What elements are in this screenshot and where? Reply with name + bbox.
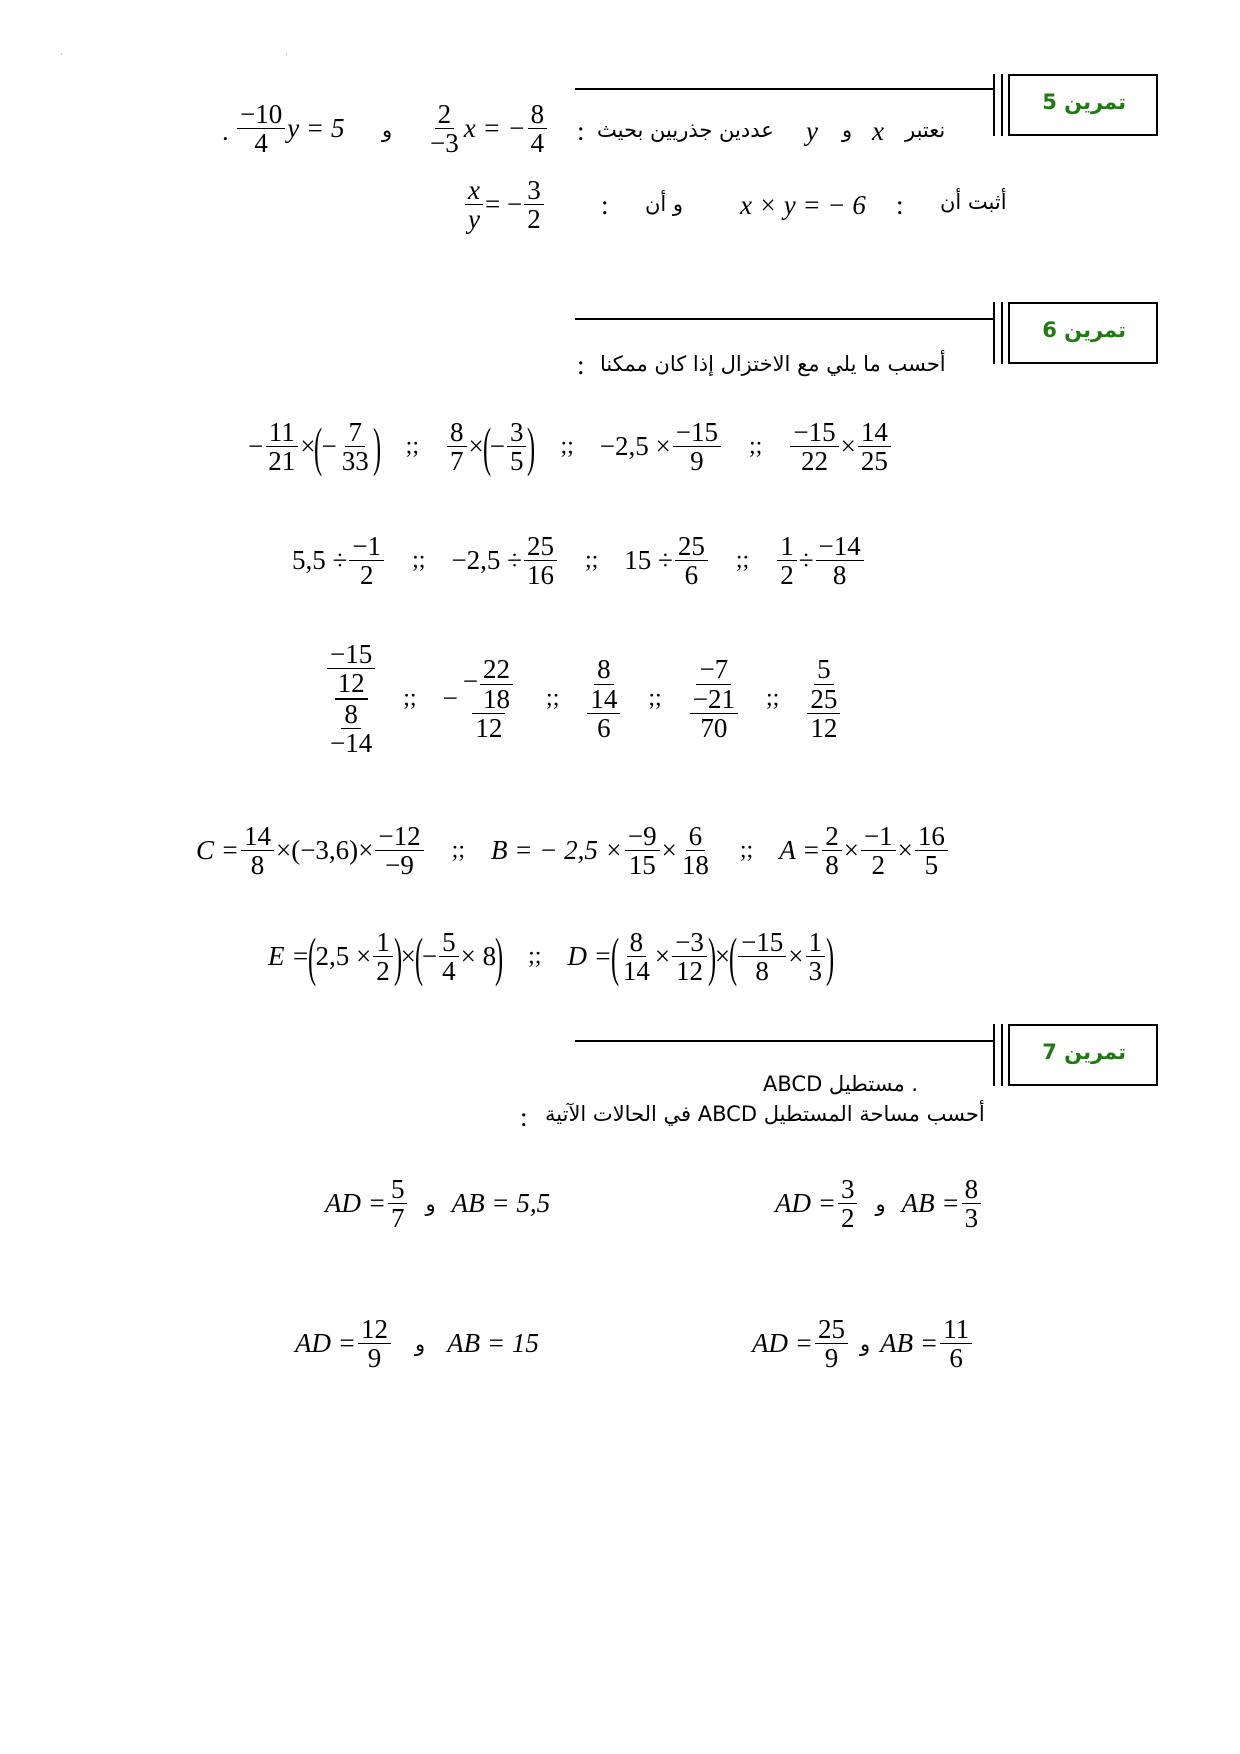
ex7-case-1: AD = $\frac{3}{2}$ و AB = $\frac{8}{3}$ xyxy=(775,1175,983,1233)
expr-E: E = xyxy=(268,941,310,972)
exercise-6-title: تمرين 6 xyxy=(1042,318,1126,342)
exercise-6-title-box xyxy=(1008,302,1158,364)
ex5-prove: أثبت أن xyxy=(940,190,1007,214)
ex6-row-1: − $\frac{11}{21}$ × ( − $\frac{7}{33}$ ) ;; $\frac{8}{7}$ × ( − $\frac{3}{5}$ ) ;; −2,5 × $\frac{-15}{9}$ ;; $\frac{-15}{22}$ × $\frac{14}{25}$ xyxy=(248,418,893,476)
ex5-consider-text: نعتبر xyxy=(905,118,946,142)
ex7-colon: : xyxy=(520,1102,528,1132)
ex6-row-4: C = $\frac{14}{8}$ × (−3,6) × $\frac{-12}{-9}$ ;; B = − 2,5 × $\frac{-9}{15}$ × $\frac{6}{18}$ ;; A = $\frac{2}{8}$ × $\frac{-1}{2}$ × $\frac{16}{5}$ xyxy=(196,822,950,880)
exercise-header-line xyxy=(575,318,995,320)
exercise-header-bar xyxy=(1001,74,1003,136)
stray-mark: · xyxy=(60,50,63,59)
ex7-line-1: ABCD مستطيل . xyxy=(763,1072,919,1096)
ex6-colon: : xyxy=(577,350,585,380)
ex5-colon-2: : xyxy=(896,190,904,220)
exercise-7-title-box xyxy=(1008,1024,1158,1086)
exercise-5-title-box xyxy=(1008,74,1158,136)
exercise-header-line xyxy=(575,1040,995,1042)
ex5-colon: : xyxy=(577,116,585,146)
ex5-var-x: x xyxy=(872,116,884,146)
ex6-instruction: أحسب ما يلي مع الاختزال إذا كان ممكنا xyxy=(600,352,946,376)
ex5-equation-2: −10 4 y = 5 xyxy=(235,100,344,158)
ex6-row-2: 5,5 ÷ $\frac{-1}{2}$ ;; −2,5 ÷ $\frac{25}{16}$ ;; 15 ÷ $\frac{25}{6}$ ;; $\frac{1}{2}$ ÷ $\frac{-14}{8}$ xyxy=(292,532,866,590)
expr-B: B = − 2,5 × xyxy=(491,835,623,866)
exercise-header-bar xyxy=(993,1024,995,1086)
ex7-case-4: AD = $\frac{12}{9}$ و AB = 15 xyxy=(295,1314,539,1374)
expr-C: C = xyxy=(196,835,239,866)
exercise-7-title: تمرين 7 xyxy=(1042,1040,1126,1064)
ex5-product: x × y = − 6 xyxy=(740,190,866,220)
exercise-5-title: تمرين 5 xyxy=(1042,90,1126,114)
ex7-case-3: AD = $\frac{25}{9}$ و AB = $\frac{11}{6}$ xyxy=(752,1315,974,1373)
expr-D: D = xyxy=(567,941,612,972)
ex5-such-that: عددين جذريين بحيث xyxy=(597,118,774,142)
ex5-equation-1: 2 −3 x = − $\frac{8}{4}$ xyxy=(425,100,549,158)
ex5-and-2: و xyxy=(382,118,393,142)
ex6-row-5: E = ( 2,5 × $\frac{1}{2}$ ) × ( − $\frac{5}{4}$ × 8 ) ;; D = ( $\frac{8}{14}$ × $\frac{-3}{12}$ ) × ( $\frac{-15}{8}$ × $\frac{1}{3}$ ) xyxy=(268,926,835,987)
stray-mark: · xyxy=(285,50,288,59)
ex5-period: . xyxy=(222,116,229,146)
ex5-colon-3: : xyxy=(601,190,609,220)
exercise-header-bar xyxy=(1001,302,1003,364)
ex6-row-3: −15 12 8 −14 ;; − − $\frac{22}{18}$ 12 ;; 8 14 6 ;; −7 −21 70 ;; 5 25 12 xyxy=(325,640,842,757)
expr-A: A = xyxy=(779,835,821,866)
exercise-header-bar xyxy=(993,74,995,136)
ex5-var-y: y xyxy=(806,116,818,146)
exercise-header-bar xyxy=(993,302,995,364)
ex5-and: و xyxy=(842,118,853,142)
ex7-line-2: أحسب مساحة المستطيل ABCD في الحالات الآتية xyxy=(545,1102,985,1126)
ex5-and-that: و أن xyxy=(645,192,684,216)
ex5-ratio: $\frac{x}{y}$ = − $\frac{3}{2}$ xyxy=(463,176,546,234)
ex7-case-2: AD = $\frac{5}{7}$ و AB = 5,5 xyxy=(325,1174,551,1234)
exercise-header-line xyxy=(575,88,995,90)
exercise-header-bar xyxy=(1001,1024,1003,1086)
